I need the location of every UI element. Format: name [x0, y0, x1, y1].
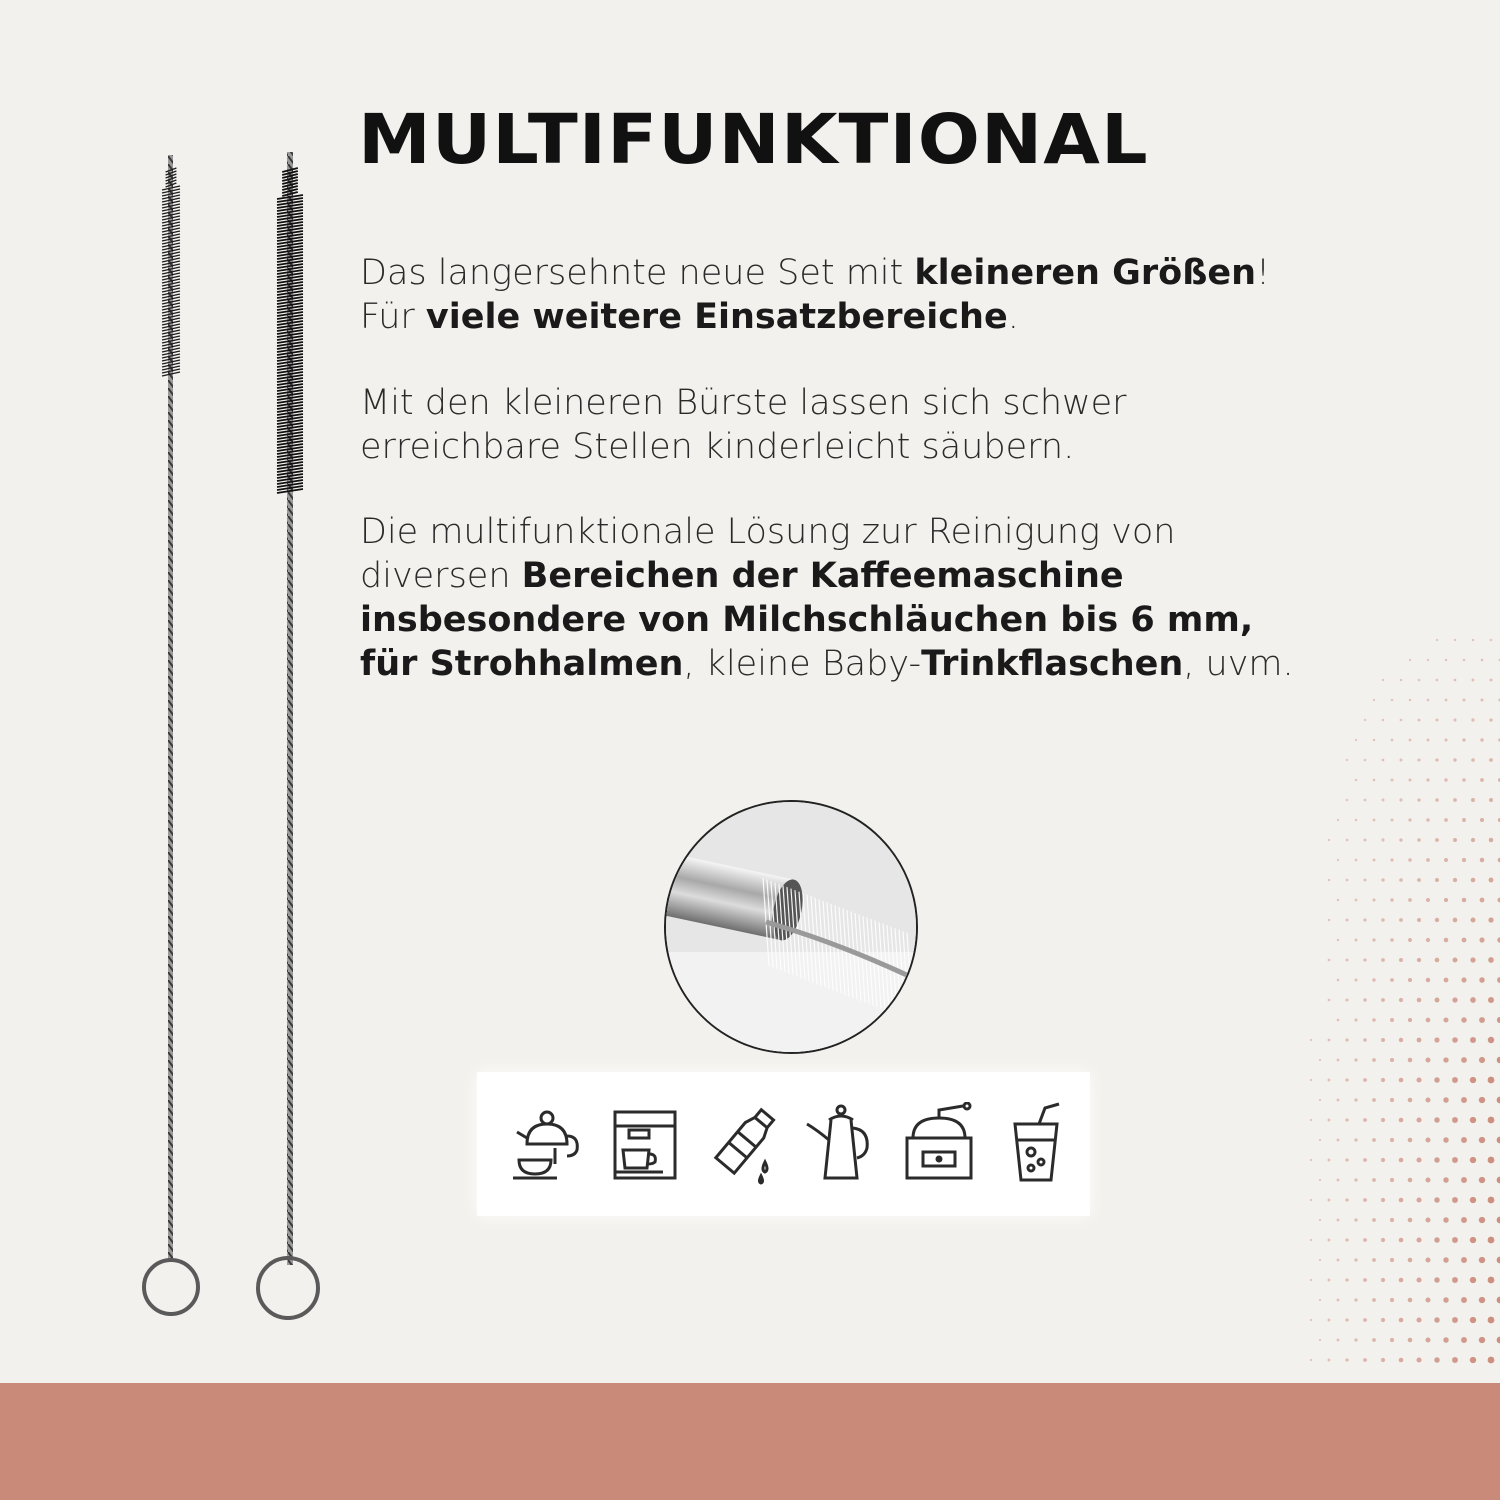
dot-pattern-decoration — [1300, 580, 1500, 1380]
coffee-machine-icon — [603, 1102, 687, 1186]
body-text: , uvm. — [1183, 644, 1294, 684]
coffee-pot-icon — [799, 1102, 883, 1186]
brush-in-straw-photo — [664, 800, 918, 1054]
teapot-cup-icon — [505, 1102, 589, 1186]
highlighted-text: Trinkflaschen — [921, 644, 1184, 684]
cleaning-brushes-image — [120, 140, 340, 1340]
usage-icons-bar — [477, 1072, 1090, 1216]
small-brush-icon — [144, 155, 198, 1314]
highlighted-text: Bereichen der Kaffeemaschine insbesondere von Milchschläuchen bis 6 mm, für Strohhalmen — [360, 556, 1254, 684]
drink-straw-icon — [995, 1102, 1079, 1186]
body-text: , kleine Baby- — [683, 644, 922, 684]
highlighted-text: kleineren Größen — [914, 253, 1257, 293]
highlighted-text: viele weitere Einsatzbereiche — [425, 297, 1008, 337]
coffee-grinder-icon — [897, 1102, 981, 1186]
page-title: MULTIFUNKTIONAL — [358, 100, 1149, 180]
body-text: . — [1007, 297, 1019, 337]
body-text: Das langersehnte neue Set mit — [360, 253, 915, 293]
large-brush-icon — [258, 152, 318, 1318]
description-paragraph — [360, 381, 1320, 469]
baby-bottle-icon — [701, 1102, 785, 1186]
usage-paragraph — [360, 510, 1320, 686]
body-text: ! Für — [360, 253, 1271, 337]
body-text: Die multifunktionale Lösung zur Reinigung von diversen — [360, 512, 1176, 596]
footer-accent-band — [0, 1383, 1500, 1500]
body-text: Mit den kleineren Bürste lassen sich schwer erreichbare Stellen kinderleicht säubern. — [360, 383, 1127, 467]
intro-paragraph — [360, 251, 1320, 339]
